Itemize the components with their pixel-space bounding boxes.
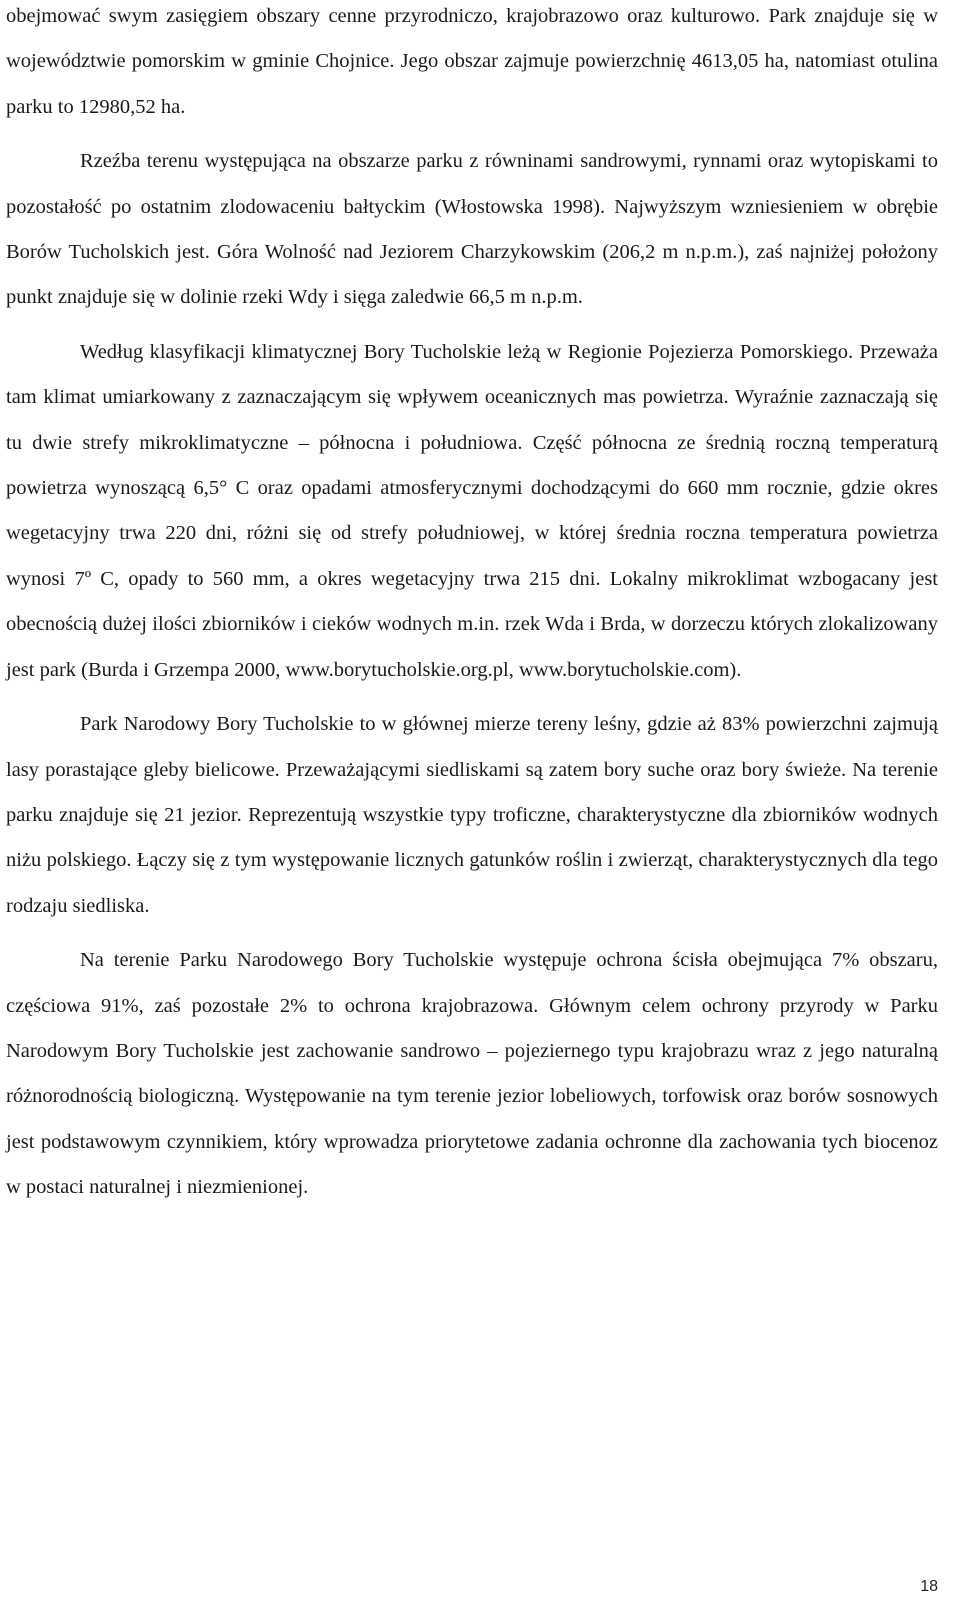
paragraph-terrain: Rzeźba terenu występująca na obszarze parku z równinami sandrowymi, rynnami oraz wytopiskami to pozostałość po ostatnim zlodowaceniu bałtyckim (Włostowska 1998). Najwyższym wzniesieniem w obrębie Borów Tucholskich jest. Góra Wolność nad Jeziorem Charzykowskim (206,2 m n.p.m.), zaś najniżej położony punkt znajduje się w dolinie rzeki Wdy i sięga zaledwie 66,5 m n.p.m. bbox=[6, 150, 938, 309]
paragraph-climate: Według klasyfikacji klimatycznej Bory Tucholskie leżą w Regionie Pojezierza Pomorskiego. Przeważa tam klimat umiarkowany z zaznaczającym się wpływem oceanicznych mas powietrza. Wyraźnie zaznaczają się tu dwie strefy mikroklimatyczne – północna i południowa. Część północna ze średnią roczną temperaturą powietrza wynoszącą 6,5° C oraz opadami atmosferycznymi dochodzącymi do 660 mm rocznie, gdzie okres wegetacyjny trwa 220 dni, różni się od strefy południowej, w której średnia roczna temperatura powietrza wynosi 7º C, opady to 560 mm, a okres wegetacyjny trwa 215 dni. Lokalny mikroklimat wzbogacany jest obecnością dużej ilości zbiorników i cieków wodnych m.in. rzek Wda i Brda, w dorzeczu których zlokalizowany jest park (Burda i Grzempa 2000, www.borytucholskie.org.pl, www.borytucholskie.com). bbox=[6, 340, 938, 681]
document-body bbox=[6, 0, 938, 1211]
paragraph-protection: Na terenie Parku Narodowego Bory Tucholskie występuje ochrona ścisła obejmująca 7% obszaru, częściowa 91%, zaś pozostałe 2% to ochrona krajobrazowa. Głównym celem ochrony przyrody w Parku Narodowym Bory Tucholskie jest zachowanie sandrowo – pojeziernego typu krajobrazu wraz z jego naturalną różnorodnością biologiczną. Występowanie na tym terenie jezior lobeliowych, torfowisk oraz borów sosnowych jest podstawowym czynnikiem, który wprowadza priorytetowe zadania ochronne dla zachowania tych biocenoz w postaci naturalnej i niezmienionej. bbox=[6, 949, 938, 1199]
page-number: 18 bbox=[920, 1578, 938, 1595]
paragraph-forests: Park Narodowy Bory Tucholskie to w głównej mierze tereny leśny, gdzie aż 83% powierzchni zajmują lasy porastające gleby bielicowe. Przeważającymi siedliskami są zatem bory suche oraz bory świeże. Na terenie parku znajduje się 21 jezior. Reprezentują wszystkie typy troficzne, charakterystyczne dla zbiorników wodnych niżu polskiego. Łączy się z tym występowanie licznych gatunków roślin i zwierząt, charakterystycznych dla tego rodzaju siedliska. bbox=[6, 713, 938, 917]
paragraph-continuation: obejmować swym zasięgiem obszary cenne przyrodniczo, krajobrazowo oraz kulturowo. Park znajduje się w województwie pomorskim w gminie Chojnice. Jego obszar zajmuje powierzchnię 4613,05 ha, natomiast otulina parku to 12980,52 ha. bbox=[6, 5, 938, 118]
